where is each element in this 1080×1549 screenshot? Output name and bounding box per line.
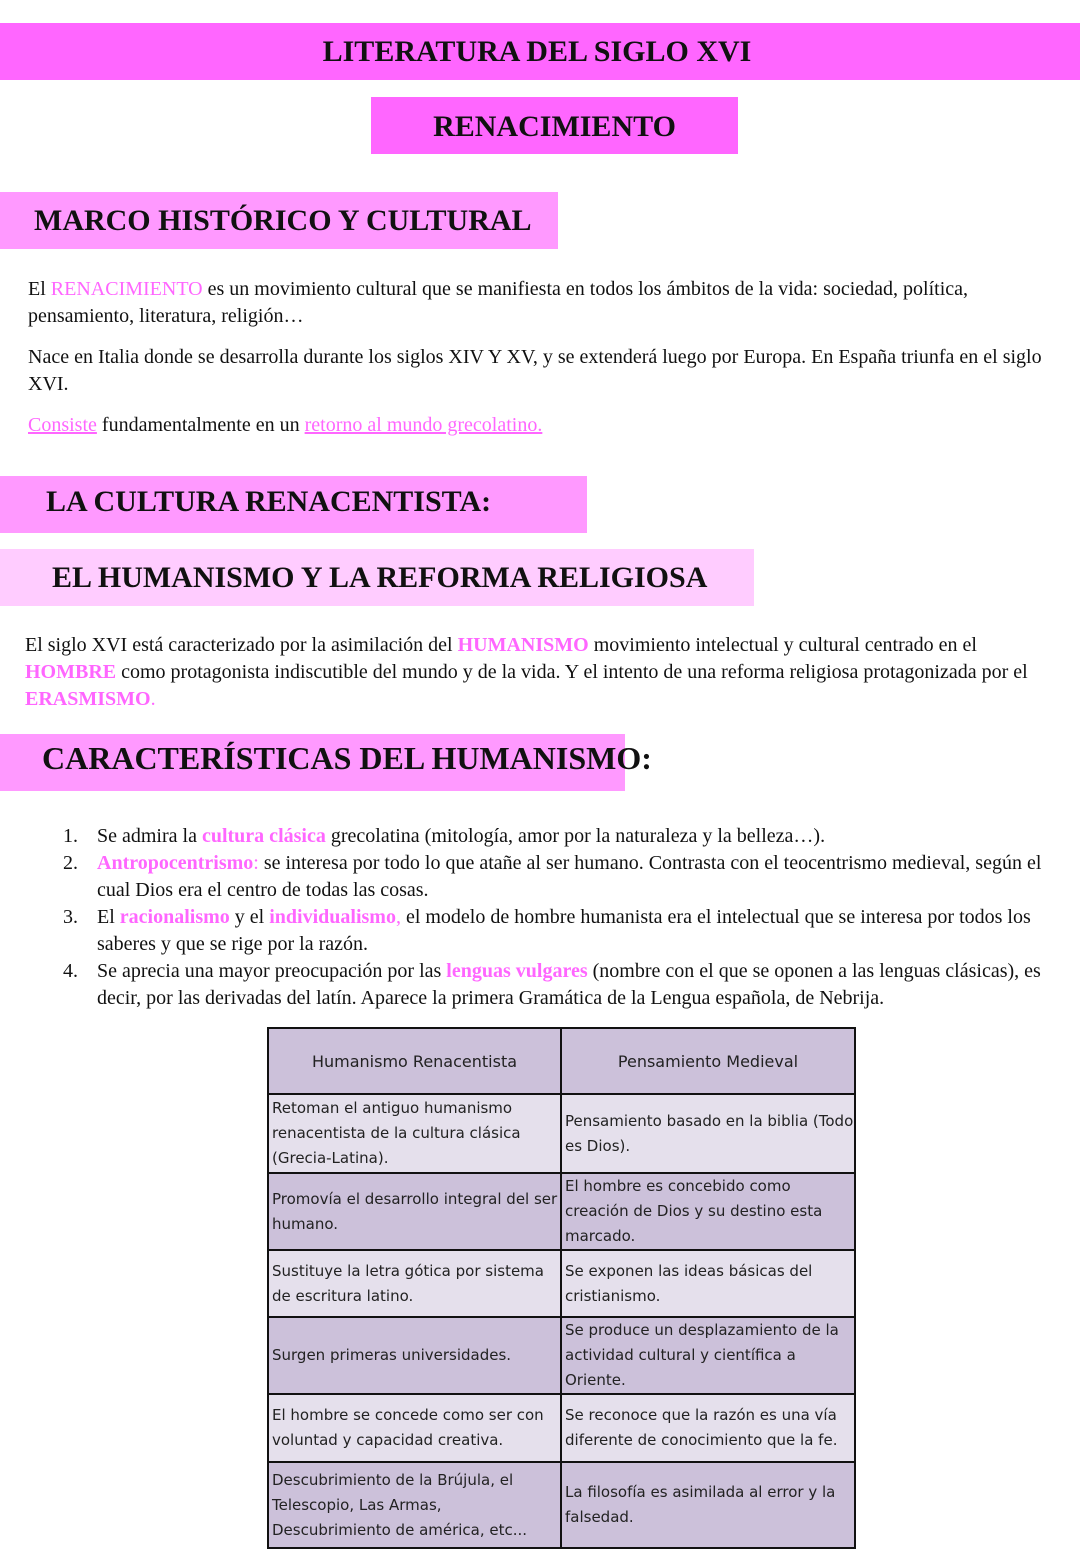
comparison-table xyxy=(267,1027,856,1549)
table-cell: El hombre se concede como ser con voluntad y capacidad creativa. xyxy=(268,1394,561,1462)
table-row xyxy=(268,1394,855,1462)
section-heading-cultura xyxy=(0,476,587,533)
text-run: El xyxy=(97,906,120,928)
table-cell: Sustituye la letra gótica por sistema de escritura latino. xyxy=(268,1250,561,1317)
highlight-term: racionalismo xyxy=(119,906,230,928)
page-subtitle: RENACIMIENTO xyxy=(433,110,676,143)
text-run: y el xyxy=(229,906,270,928)
table-cell: El hombre es concebido como creación de Dios y su destino esta marcado. xyxy=(561,1173,855,1250)
table-header-row xyxy=(268,1028,855,1094)
text-run: Se aprecia una mayor preocupación por las xyxy=(97,960,447,982)
highlight-term: Antropocentrismo xyxy=(97,852,254,874)
text-run: Se admira la xyxy=(97,825,202,847)
text-run: . xyxy=(150,688,156,710)
highlight-term: cultura clásica xyxy=(201,825,326,847)
section-heading-caracteristicas xyxy=(0,734,652,791)
list-number: 4. xyxy=(63,960,78,982)
text-run: es un movimiento cultural que se manifiesta en todos los ámbitos de la vida: sociedad, política, pensamiento, literatura, religión… xyxy=(28,278,969,327)
page-title: LITERATURA DEL SIGLO XVI xyxy=(322,35,752,68)
table-row xyxy=(268,1462,855,1548)
text-run: El siglo XVI está caracterizado por la asimilación del xyxy=(25,634,458,656)
section-heading-text: MARCO HISTÓRICO Y CULTURAL xyxy=(34,204,532,237)
list-item xyxy=(0,958,1080,1012)
highlight-humanismo: HUMANISMO xyxy=(457,634,589,656)
table-cell: Descubrimiento de la Brújula, el Telescopio, Las Armas, Descubrimiento de américa, etc... xyxy=(268,1462,561,1548)
title-banner xyxy=(0,23,1080,80)
list-number: 1. xyxy=(63,825,78,847)
table-cell: Retoman el antiguo humanismo renacentista de la cultura clásica (Grecia-Latina). xyxy=(268,1094,561,1173)
link-consiste[interactable]: Consiste xyxy=(28,414,97,436)
text-run: se interesa por todo lo que atañe al ser humano. Contrasta con el teocentrismo medieval, según el cual Dios era el centro de todas las cosas. xyxy=(97,852,1042,901)
highlight-erasmismo: ERASMISMO xyxy=(25,688,151,710)
table-row xyxy=(268,1173,855,1250)
highlight-term: individualismo xyxy=(269,906,396,928)
table-row xyxy=(268,1094,855,1173)
table-cell: Surgen primeras universidades. xyxy=(268,1317,561,1394)
text-run: movimiento intelectual y cultural centrado en el xyxy=(588,634,977,656)
highlight-hombre: HOMBRE xyxy=(25,661,117,683)
text-run: (nombre con el que se oponen a las lenguas clásicas), es decir, por las derivadas del latín. Aparece la primera Gramática de la Lengua española, de Nebrija. xyxy=(97,960,1041,1009)
text-run: fundamentalmente en un xyxy=(96,414,305,436)
text-run: , xyxy=(395,906,401,928)
table-cell: Se reconoce que la razón es una vía diferente de conocimiento que la fe. xyxy=(561,1394,855,1462)
column-header: Humanismo Renacentista xyxy=(268,1028,561,1094)
section-heading-humanismo xyxy=(0,549,754,606)
table-cell: La filosofía es asimilada al error y la falsedad. xyxy=(561,1462,855,1548)
section-heading-text: EL HUMANISMO Y LA REFORMA RELIGIOSA xyxy=(52,561,708,594)
section-heading-text: CARACTERÍSTICAS DEL HUMANISMO: xyxy=(42,740,652,776)
table-cell: Pensamiento basado en la biblia (Todo es Dios). xyxy=(561,1094,855,1173)
column-header: Pensamiento Medieval xyxy=(561,1028,855,1094)
paragraph-consiste xyxy=(28,412,1048,439)
text-run: como protagonista indiscutible del mundo y de la vida. Y el intento de una reforma religiosa protagonizada por el xyxy=(116,661,1028,683)
text-run: El xyxy=(28,278,51,300)
table-cell: Promovía el desarrollo integral del ser humano. xyxy=(268,1173,561,1250)
list-item xyxy=(0,904,1080,958)
text-run: : xyxy=(253,852,259,874)
table-cell: Se exponen las ideas básicas del cristianismo. xyxy=(561,1250,855,1317)
features-list xyxy=(0,823,1080,1012)
list-item xyxy=(0,823,1080,850)
highlight-term: lenguas vulgares xyxy=(446,960,588,982)
paragraph-humanismo xyxy=(25,632,1055,713)
list-item xyxy=(0,850,1080,904)
table-row xyxy=(268,1317,855,1394)
list-number: 3. xyxy=(63,906,78,928)
section-heading-text: LA CULTURA RENACENTISTA: xyxy=(46,485,492,518)
text-run: grecolatina (mitología, amor por la naturaleza y la belleza…). xyxy=(325,825,826,847)
paragraph-renacimiento xyxy=(28,276,1048,330)
highlight-renacimiento: RENACIMIENTO xyxy=(50,278,203,300)
subtitle-banner xyxy=(371,97,738,154)
list-number: 2. xyxy=(63,852,78,874)
table-cell: Se produce un desplazamiento de la actividad cultural y científica a Oriente. xyxy=(561,1317,855,1394)
paragraph-origen: Nace en Italia donde se desarrolla durante los siglos XIV Y XV, y se extenderá luego por Europa. En España triunfa en el siglo XVI. xyxy=(28,346,1042,395)
text-run: el modelo de hombre humanista era el intelectual que se interesa por todos los saberes y que se rige por la razón. xyxy=(97,906,1031,955)
section-heading-marco xyxy=(0,192,558,249)
link-retorno[interactable]: retorno al mundo grecolatino. xyxy=(304,414,543,436)
table-row xyxy=(268,1250,855,1317)
